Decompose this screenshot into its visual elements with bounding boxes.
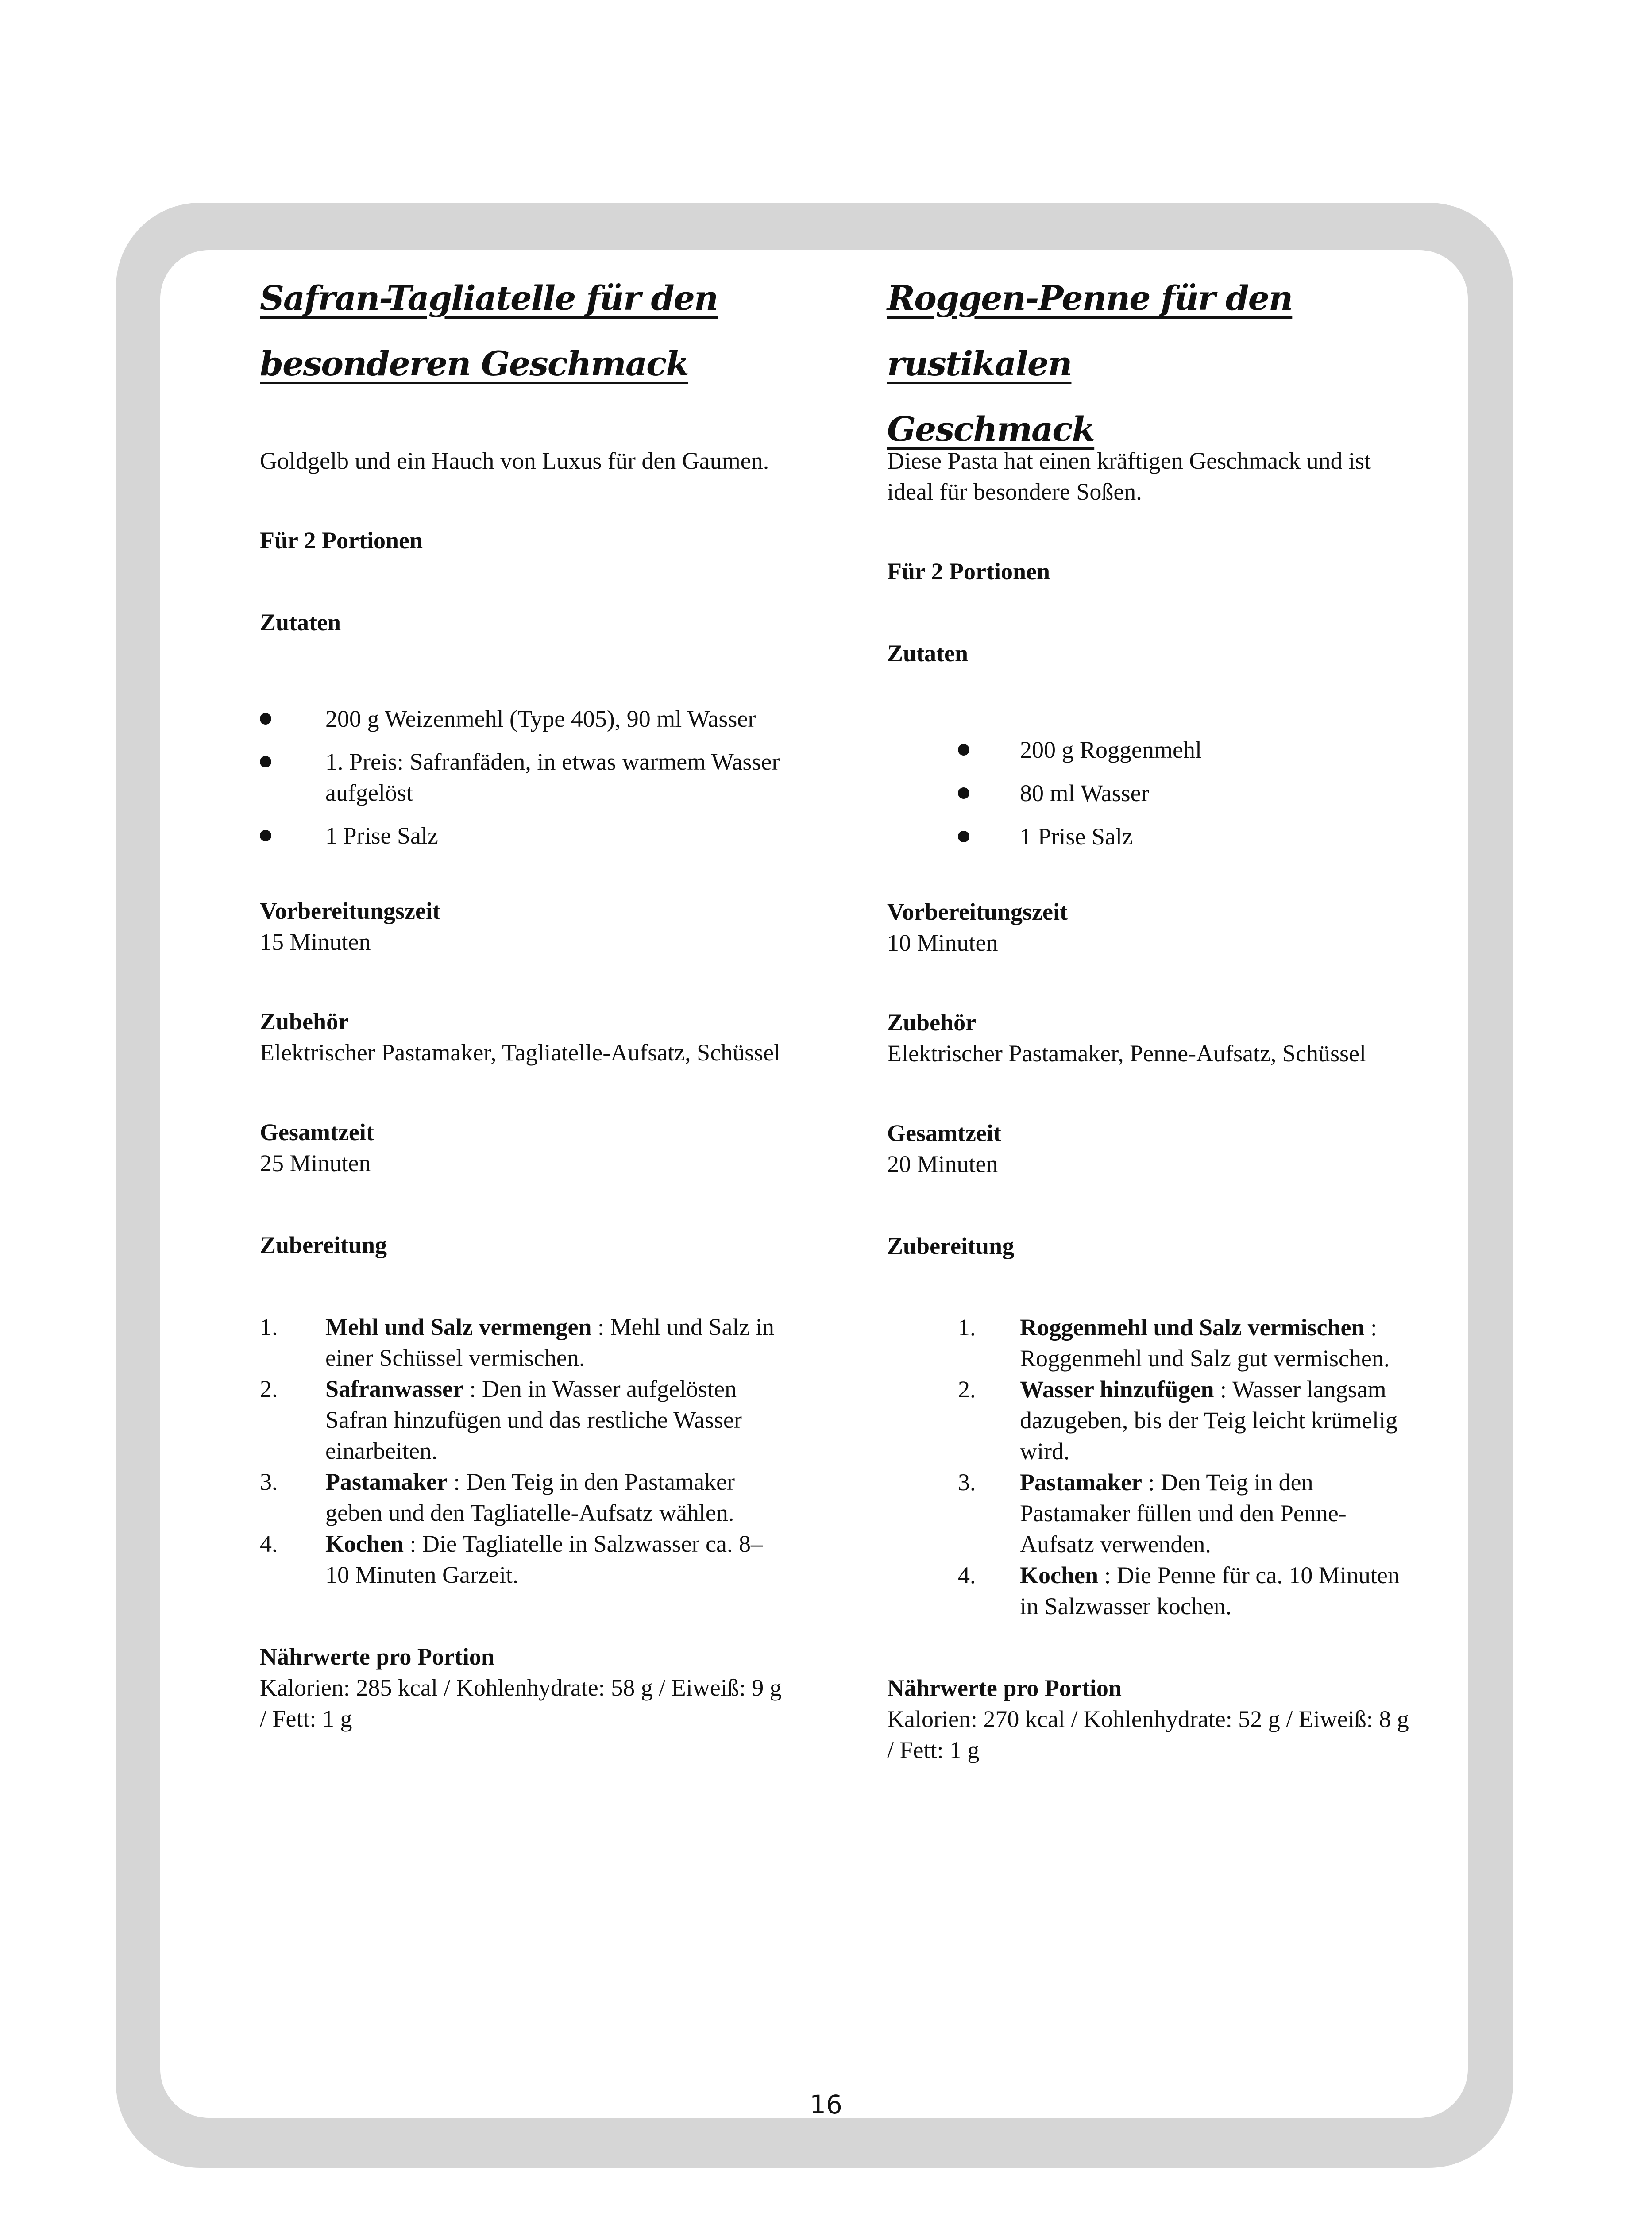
step-item bbox=[887, 1312, 1409, 1374]
step-number: 4. bbox=[260, 1531, 278, 1557]
ingredient-item bbox=[887, 734, 1409, 765]
step-number: 2. bbox=[260, 1376, 278, 1402]
ingredient-item bbox=[260, 703, 782, 734]
ingredient-item bbox=[887, 821, 1409, 852]
recipe-title-line-1: Roggen-Penne für den rustikalen bbox=[887, 278, 1293, 383]
total-time-value: 20 Minuten bbox=[887, 1151, 998, 1177]
page-number: 16 bbox=[810, 2090, 842, 2120]
recipe-portions: Für 2 Portionen bbox=[887, 558, 1050, 585]
nutrition-value: Kalorien: 285 kcal / Kohlenhydrate: 58 g / Eiweiß: 9 g / Fett: 1 g bbox=[260, 1674, 782, 1732]
nutrition-block bbox=[887, 1673, 1409, 1766]
total-time-value: 25 Minuten bbox=[260, 1150, 371, 1176]
equipment-value: Elektrischer Pastamaker, Tagliatelle-Aufsatz, Schüssel bbox=[260, 1039, 781, 1066]
bullet-icon bbox=[958, 744, 969, 756]
recipe-title-line-1: Safran-Tagliatelle für den bbox=[260, 278, 718, 318]
ingredient-item bbox=[887, 778, 1409, 809]
recipe-intro: Diese Pasta hat einen kräftigen Geschmack und ist ideal für besondere Soßen. bbox=[887, 447, 1371, 505]
step-number: 1. bbox=[958, 1314, 976, 1341]
step-item bbox=[260, 1466, 782, 1528]
ingredient-text: 80 ml Wasser bbox=[1020, 780, 1149, 806]
total-time-heading: Gesamtzeit bbox=[260, 1119, 374, 1145]
step-title: Mehl und Salz vermengen bbox=[325, 1314, 592, 1340]
ingredient-text: 200 g Roggenmehl bbox=[1020, 736, 1202, 763]
ingredient-text: 1 Prise Salz bbox=[1020, 823, 1133, 850]
ingredient-item bbox=[260, 746, 782, 808]
step-title: Safranwasser bbox=[325, 1376, 463, 1402]
step-number: 4. bbox=[958, 1562, 976, 1588]
prep-time-heading: Vorbereitungszeit bbox=[887, 898, 1068, 925]
equipment-block bbox=[887, 1007, 1409, 1069]
equipment-value: Elektrischer Pastamaker, Penne-Aufsatz, Schüssel bbox=[887, 1040, 1366, 1067]
nutrition-value: Kalorien: 270 kcal / Kohlenhydrate: 52 g / Eiweiß: 8 g / Fett: 1 g bbox=[887, 1706, 1409, 1763]
step-number: 1. bbox=[260, 1314, 278, 1340]
bullet-icon bbox=[260, 713, 271, 725]
ingredient-item bbox=[260, 820, 782, 851]
steps-heading: Zubereitung bbox=[887, 1233, 1015, 1259]
step-title: Pastamaker bbox=[325, 1469, 448, 1495]
steps-heading: Zubereitung bbox=[260, 1232, 387, 1258]
ingredients-list bbox=[260, 703, 782, 851]
equipment-block bbox=[260, 1006, 782, 1068]
step-item bbox=[260, 1528, 782, 1590]
step-title: Pastamaker bbox=[1020, 1469, 1142, 1496]
prep-time-value: 10 Minuten bbox=[887, 929, 998, 956]
step-text: : Die Tagliatelle in Salzwasser ca. 8–10 Minuten Garzeit. bbox=[325, 1531, 763, 1588]
step-title: Kochen bbox=[325, 1531, 404, 1557]
recipe-title bbox=[887, 266, 1409, 449]
step-number: 3. bbox=[958, 1469, 976, 1496]
prep-time-heading: Vorbereitungszeit bbox=[260, 898, 440, 924]
step-text: : Die Penne für ca. 10 Minuten in Salzwasser kochen. bbox=[1020, 1562, 1400, 1619]
bullet-icon bbox=[260, 830, 271, 841]
recipe-safran-tagliatelle bbox=[260, 266, 782, 1734]
recipe-roggen-penne bbox=[887, 266, 1409, 1766]
step-text: : Mehl und Salz in einer Schüssel vermischen. bbox=[325, 1314, 774, 1371]
step-text: : Den in Wasser aufgelösten Safran hinzufügen und das restliche Wasser einarbeiten. bbox=[325, 1376, 742, 1464]
recipe-title-line-2: Geschmack bbox=[887, 409, 1095, 449]
bullet-icon bbox=[958, 787, 969, 799]
ingredient-text: 1. Preis: Safranfäden, in etwas warmem Wasser aufgelöst bbox=[325, 748, 780, 806]
recipe-title bbox=[260, 266, 782, 397]
step-item bbox=[260, 1373, 782, 1466]
bullet-icon bbox=[260, 756, 271, 767]
step-title: Kochen bbox=[1020, 1562, 1099, 1588]
prep-time-block bbox=[887, 896, 1409, 958]
steps-list bbox=[887, 1312, 1409, 1622]
step-text: : Roggenmehl und Salz gut vermischen. bbox=[1020, 1314, 1390, 1372]
total-time-heading: Gesamtzeit bbox=[887, 1120, 1001, 1146]
step-item bbox=[887, 1560, 1409, 1622]
equipment-heading: Zubehör bbox=[260, 1008, 349, 1035]
recipe-portions: Für 2 Portionen bbox=[260, 527, 423, 554]
ingredients-heading: Zutaten bbox=[260, 609, 341, 636]
step-text: : Wasser langsam dazugeben, bis der Teig leicht krümelig wird. bbox=[1020, 1376, 1397, 1465]
prep-time-value: 15 Minuten bbox=[260, 929, 371, 955]
ingredient-text: 200 g Weizenmehl (Type 405), 90 ml Wasser bbox=[325, 706, 756, 732]
step-text: : Den Teig in den Pastamaker geben und den Tagliatelle-Aufsatz wählen. bbox=[325, 1469, 735, 1526]
step-item bbox=[887, 1374, 1409, 1467]
recipe-intro: Goldgelb und ein Hauch von Luxus für den Gaumen. bbox=[260, 447, 769, 474]
recipe-title-line-2: besonderen Geschmack bbox=[260, 344, 689, 383]
bullet-icon bbox=[958, 831, 969, 842]
ingredients-heading: Zutaten bbox=[887, 640, 969, 667]
prep-time-block bbox=[260, 895, 782, 957]
nutrition-heading: Nährwerte pro Portion bbox=[260, 1643, 494, 1670]
step-item bbox=[887, 1467, 1409, 1560]
nutrition-block bbox=[260, 1641, 782, 1734]
step-text: : Den Teig in den Pastamaker füllen und den Penne-Aufsatz verwenden. bbox=[1020, 1469, 1347, 1558]
equipment-heading: Zubehör bbox=[887, 1009, 977, 1036]
ingredients-list bbox=[887, 734, 1409, 852]
nutrition-heading: Nährwerte pro Portion bbox=[887, 1675, 1122, 1701]
total-time-block bbox=[887, 1118, 1409, 1180]
ingredient-text: 1 Prise Salz bbox=[325, 822, 438, 849]
steps-list bbox=[260, 1311, 782, 1590]
step-item bbox=[260, 1311, 782, 1373]
step-title: Roggenmehl und Salz vermischen bbox=[1020, 1314, 1365, 1341]
step-title: Wasser hinzufügen bbox=[1020, 1376, 1214, 1403]
step-number: 2. bbox=[958, 1376, 976, 1403]
step-number: 3. bbox=[260, 1469, 278, 1495]
total-time-block bbox=[260, 1117, 782, 1179]
